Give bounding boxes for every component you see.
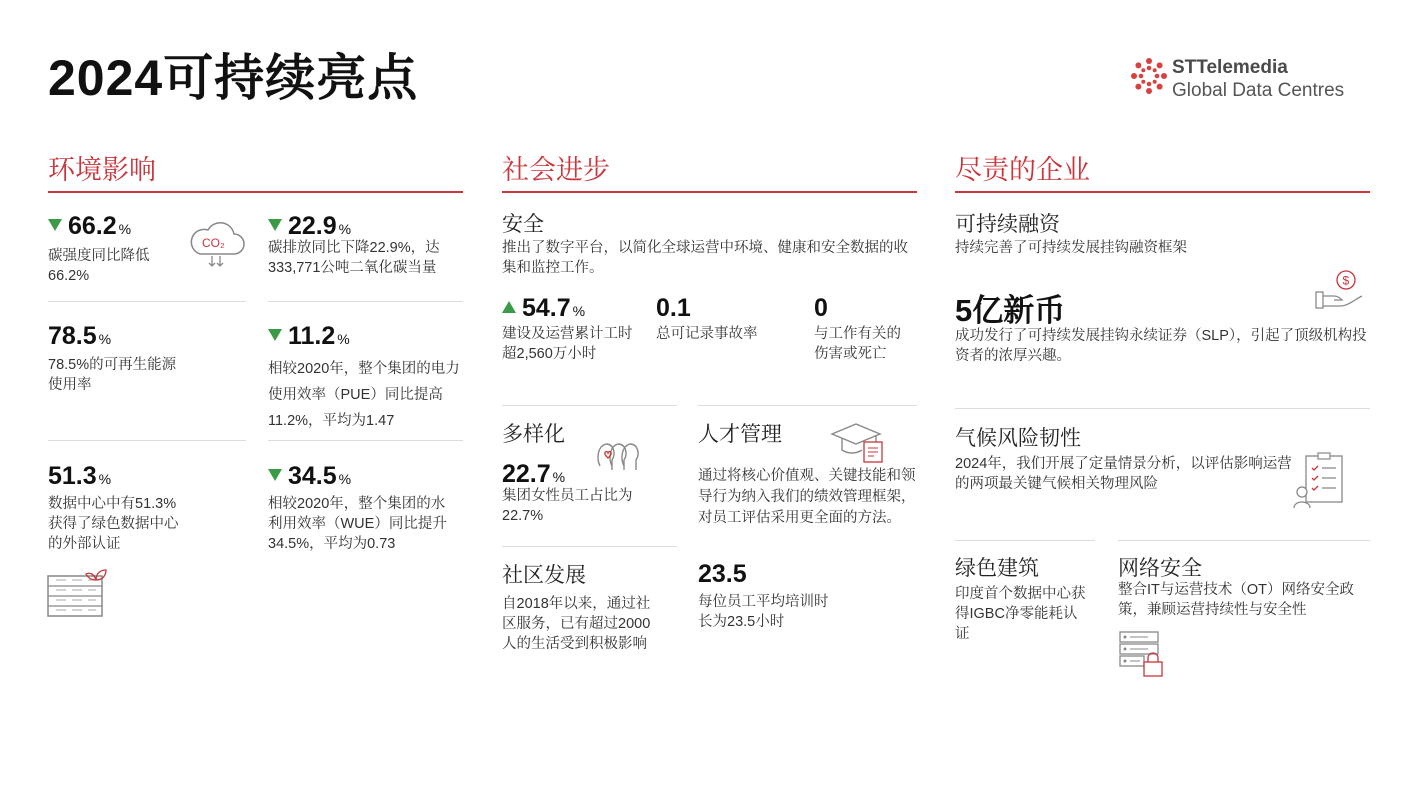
env-title-rule [48, 191, 463, 193]
page-title: 2024可持续亮点 [48, 50, 419, 106]
carbon-emission-value: 22.9 % [268, 212, 351, 241]
starburst-logo-icon [1130, 57, 1168, 95]
divider [48, 440, 246, 441]
down-arrow-icon [268, 329, 282, 341]
env-section-title: 环境影响 [48, 155, 156, 185]
co2-label: CO₂ [202, 236, 225, 250]
diversity-heading: 多样化 [502, 423, 565, 446]
community-text: 自2018年以来，通过社区服务，已有超过2000人的生活受到积极影响 [502, 596, 651, 652]
renewable-energy-value: 78.5 % [48, 322, 112, 350]
cyber-text: 整合IT与运营技术（OT）网络安全政策，兼顾运营持续性与安全性 [1118, 582, 1355, 618]
divider [955, 540, 1095, 541]
green-building-text: 印度首个数据中心获得IGBC净零能耗认证 [955, 586, 1086, 642]
green-certification-value: 51.3 % [48, 462, 112, 490]
trir-value: 0.1 [656, 294, 691, 322]
renewable-energy-text: 78.5%的可再生能源使用率 [48, 357, 177, 393]
divider [955, 408, 1370, 409]
pue-value: 11.2 % [268, 322, 350, 351]
server-lock-icon [1118, 630, 1168, 678]
social-title-rule [502, 191, 917, 193]
risk-checklist-icon [1292, 452, 1348, 512]
talent-heading: 人才管理 [698, 423, 782, 446]
carbon-intensity-text: 碳强度同比降低66.2% [48, 248, 150, 284]
cyber-heading: 网络安全 [1118, 557, 1202, 580]
training-hours-value: 23.5 [698, 560, 747, 588]
graduation-cap-icon [830, 422, 886, 464]
injury-value: 0 [814, 294, 828, 322]
finance-text: 持续完善了可持续发展挂钩融资框架 [955, 240, 1187, 256]
pue-text: 相较2020年，整个集团的电力使用效率（PUE）同比提高11.2%，平均为1.47 [268, 361, 460, 429]
divider [698, 405, 917, 406]
down-arrow-icon [268, 469, 282, 481]
wue-text: 相较2020年，整个集团的水利用效率（WUE）同比提升34.5%，平均为0.73 [268, 496, 447, 552]
carbon-emission-text: 碳排放同比下降22.9%，达333,771公吨二氧化碳当量 [268, 240, 440, 276]
trir-text: 总可记录事故率 [656, 326, 758, 342]
wue-value: 34.5 % [268, 462, 351, 491]
injury-text: 与工作有关的伤害或死亡 [814, 326, 901, 362]
divider [502, 546, 677, 547]
green-building-icon [46, 566, 112, 618]
divider [502, 405, 677, 406]
down-arrow-icon [268, 219, 282, 231]
social-section-title: 社会进步 [502, 155, 610, 185]
carbon-intensity-value: 66.2 % [48, 212, 131, 241]
svg-text:$: $ [1342, 273, 1350, 288]
safety-text: 推出了数字平台，以简化全球运营中环境、健康和安全数据的收集和监控工作。 [502, 240, 908, 276]
people-heart-icon [594, 436, 650, 476]
slp-amount: 5亿新币 [955, 293, 1066, 328]
company-logo [1130, 55, 1370, 105]
co2-cloud-icon [186, 216, 248, 270]
logo-tagline: Global Data Centres [1172, 80, 1345, 101]
climate-text: 2024年，我们开展了定量情景分析，以评估影响运营的两项最关键气候相关物理风险 [955, 456, 1292, 492]
slp-text: 成功发行了可持续发展挂钩永续证券（SLP），引起了顶级机构投资者的浓厚兴趣。 [955, 328, 1367, 364]
climate-heading: 气候风险韧性 [955, 427, 1081, 450]
safety-heading: 安全 [502, 213, 544, 236]
work-hours-value: 54.7 % [502, 294, 585, 323]
community-heading: 社区发展 [502, 564, 586, 587]
talent-text: 通过将核心价值观、关键技能和领导行为纳入我们的绩效管理框架，对员工评估采用更全面的方法。 [698, 468, 916, 526]
finance-heading: 可持续融资 [955, 213, 1060, 236]
green-certification-text: 数据中心中有51.3%获得了绿色数据中心的外部认证 [48, 496, 179, 552]
up-arrow-icon [502, 301, 516, 313]
female-ratio-value: 22.7 % [502, 460, 566, 488]
green-building-heading: 绿色建筑 [955, 557, 1039, 580]
divider [268, 301, 463, 302]
divider [1118, 540, 1370, 541]
divider [48, 301, 246, 302]
corp-section-title: 尽责的企业 [955, 155, 1090, 185]
female-ratio-text: 集团女性员工占比为22.7% [502, 488, 633, 524]
corp-title-rule [955, 191, 1370, 193]
down-arrow-icon [48, 219, 62, 231]
money-hand-icon [1314, 268, 1366, 314]
divider [268, 440, 463, 441]
training-hours-text: 每位员工平均培训时长为23.5小时 [698, 594, 829, 630]
work-hours-text: 建设及运营累计工时超2,560万小时 [502, 326, 633, 362]
logo-wordmark: STTelemedia [1172, 57, 1288, 78]
